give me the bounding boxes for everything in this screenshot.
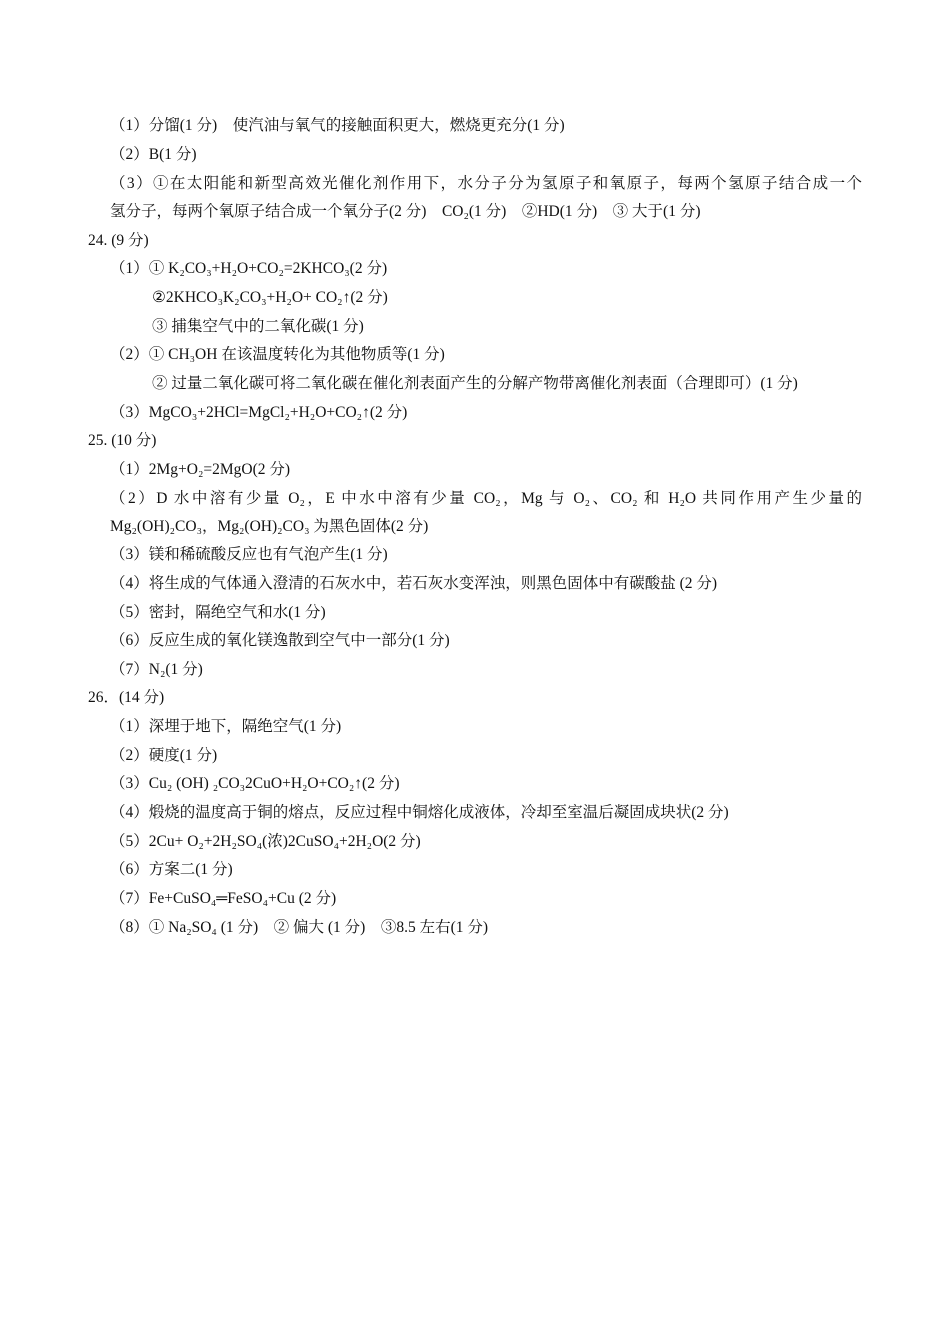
answer-line: （2）硬度(1 分) [110, 747, 218, 764]
answer-line: 25. (10 分) [88, 432, 157, 449]
answer-line: （6）反应生成的氧化镁逸散到空气中一部分(1 分) [110, 632, 450, 649]
answer-line: （8）① Na₂SO₄ (1 分) ② 偏大 (1 分) ③8.5 左右(1 分) [110, 919, 489, 936]
answer-line: ③ 捕集空气中的二氧化碳(1 分) [152, 318, 364, 335]
answer-line: （4）将生成的气体通入澄清的石灰水中，若石灰水变浑浊，则黑色固体中有碳酸盐 (2 分) [110, 575, 718, 592]
answer-line: （2）B(1 分) [110, 146, 197, 163]
answer-line: （3）镁和稀硫酸反应也有气泡产生(1 分) [110, 546, 388, 563]
answer-line: Mg₂(OH)₂CO₃，Mg₂(OH)₂CO₃ 为黑色固体(2 分) [110, 518, 429, 535]
answer-line: （6）方案二(1 分) [110, 861, 233, 878]
answer-line: ②2KHCO₃K₂CO₃+H₂O+ CO₂↑(2 分) [152, 289, 388, 306]
answer-line: （2）D 水中溶有少量 O₂，E 中水中溶有少量 CO₂，Mg 与 O₂、CO₂ 和 H₂O 共同作用产生少量的 [110, 490, 862, 507]
answer-line: （1）深埋于地下，隔绝空气(1 分) [110, 718, 342, 735]
answer-line: （3）MgCO₃+2HCl=MgCl₂+H₂O+CO₂↑(2 分) [110, 404, 408, 421]
answer-line: （3）Cu₂ (OH) ₂CO₃2CuO+H₂O+CO₂↑(2 分) [110, 775, 400, 792]
answer-line: 26．(14 分) [88, 689, 165, 706]
answer-line: ② 过量二氧化碳可将二氧化碳在催化剂表面产生的分解产物带离催化剂表面（合理即可）(1 分) [152, 375, 798, 392]
answer-line: （1）① K₂CO₃+H₂O+CO₂=2KHCO₃(2 分) [110, 260, 388, 277]
answer-line: （7）N₂(1 分) [110, 661, 203, 678]
answer-line: （1）2Mg+O₂=2MgO(2 分) [110, 461, 291, 478]
answer-line: （5）2Cu+ O₂+2H₂SO₄(浓)2CuSO₄+2H₂O(2 分) [110, 833, 421, 850]
answer-line: （4）煅烧的温度高于铜的熔点，反应过程中铜熔化成液体，冷却至室温后凝固成块状(2 分) [110, 804, 729, 821]
answer-line: 氢分子，每两个氧原子结合成一个氧分子(2 分) CO₂(1 分) ②HD(1 分) ③ 大于(1 分) [110, 203, 701, 220]
answer-line: （3）①在太阳能和新型高效光催化剂作用下，水分子分为氢原子和氧原子，每两个氢原子结合成一个 [110, 175, 862, 192]
answer-line: （1）分馏(1 分) 使汽油与氧气的接触面积更大，燃烧更充分(1 分) [110, 117, 565, 134]
answer-line: （5）密封，隔绝空气和水(1 分) [110, 604, 326, 621]
answer-line: （7）Fe+CuSO₄═FeSO₄+Cu (2 分) [110, 890, 337, 907]
answer-line: （2）① CH₃OH 在该温度转化为其他物质等(1 分) [110, 346, 445, 363]
answer-line: 24. (9 分) [88, 232, 149, 249]
